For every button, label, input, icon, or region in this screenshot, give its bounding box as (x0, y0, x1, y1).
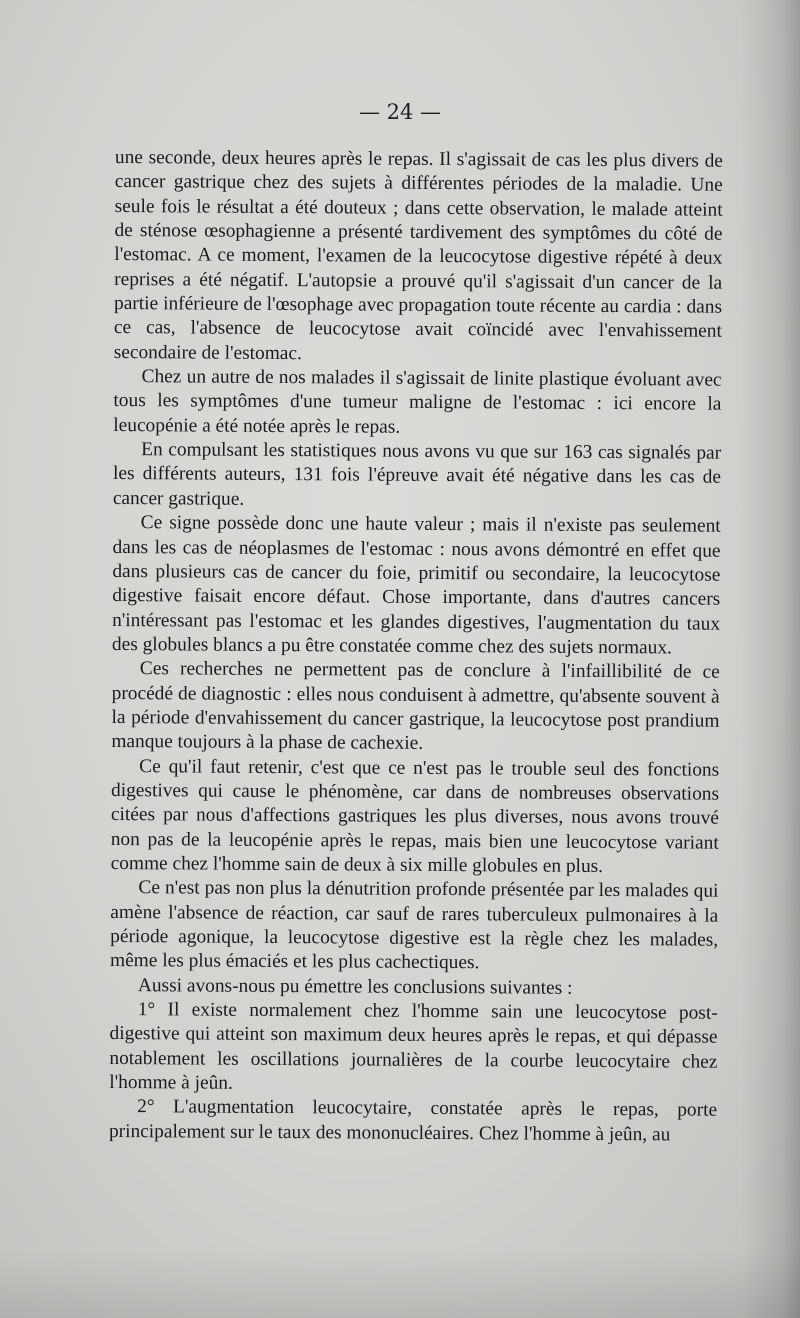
paragraph: Ce signe possède donc une haute valeur ; mais il n'existe pas seulement dans les cas de néoplasmes de l'estomac : nous avons démontré en effet que dans plusieurs cas de cancer du foie, primitif ou secondaire, la leucocytose digestive faisait encore défaut. Chose importante, dans d'autres cancers n'intéressant pas l'estomac et les glandes digestives, l'augmentation du taux des globules blancs a pu être constatée comme chez des sujets normaux. (111, 512, 721, 659)
paragraph: 1° Il existe normalement chez l'homme sain une leucocytose post-digestive qui atteint son maximum deux heures après le repas, et qui dépasse notablement les oscillations journalières de la courbe leucocytaire chez l'homme à jeûn. (109, 999, 718, 1094)
paragraph: une seconde, deux heures après le repas. Il s'agissait de cas les plus divers de cancer gastrique chez des sujets à différentes périodes de la maladie. Une seule fois le résultat a été douteux ; dans cette observation, le malade atteint de sténose œsophagienne a présenté tardivement des symptômes du côté de l'estomac. A ce moment, l'examen de la leucocytose digestive répété à deux reprises a été négatif. L'autopsie a prouvé qu'il s'agissait d'un cancer de la partie inférieure de l'œsophage avec propagation toute récente au cardia : dans ce cas, l'absence de leucocytose avait coïncidé avec l'envahissement secondaire de l'estomac. (113, 146, 723, 364)
paragraph: Ce n'est pas non plus la dénutrition profonde présentée par les malades qui amène l'absence de réaction, car sauf de rares tuberculeux pulmonaires à la période agonique, la leucocytose digestive est la règle chez les malades, même les plus émaciés et les plus cachectiques. (109, 877, 719, 974)
paragraph: Ces recherches ne permettent pas de conclure à l'infaillibilité de ce procédé de diagnostic : elles nous conduisent à admettre, qu'absente souvent à la période d'envahissement du cancer gastrique, la leucocytose post prandium manque toujours à la phase de cachexie. (111, 658, 720, 755)
paragraph: Aussi avons-nous pu émettre les conclusions suivantes : (137, 974, 573, 999)
page-bottom-shadow (0, 1248, 800, 1318)
paragraph: Ce qu'il faut retenir, c'est que ce n'est pas le trouble seul des fonctions digestives qui cause le phénomène, car dans de nombreuses observations citées par nous d'affections gastriques les plus diverses, nous avons trouvé non pas de la leucopénie après le repas, mais bien une leucocytose variant comme chez l'homme sain de deux à six mille globules en plus. (110, 755, 720, 877)
page-number: — 24 — (358, 100, 442, 124)
paragraph: 2° L'augmentation leucocytaire, constatée après le repas, porte principalement sur le taux des mononucléaires. Chez l'homme à jeûn, au (108, 1096, 718, 1146)
paragraph: En compulsant les statistiques nous avons vu que sur 163 cas signalés par les différents auteurs, 131 fois l'épreuve avait été négative dans les cas de cancer gastrique. (112, 439, 722, 510)
page-edge-shadow (740, 0, 800, 1318)
body-text (109, 146, 723, 1148)
paragraph: Chez un autre de nos malades il s'agissait de linite plastique évoluant avec tous les symptômes d'une tumeur maligne de l'estomac : ici encore la leucopénie a été notée après le repas. (113, 366, 722, 438)
